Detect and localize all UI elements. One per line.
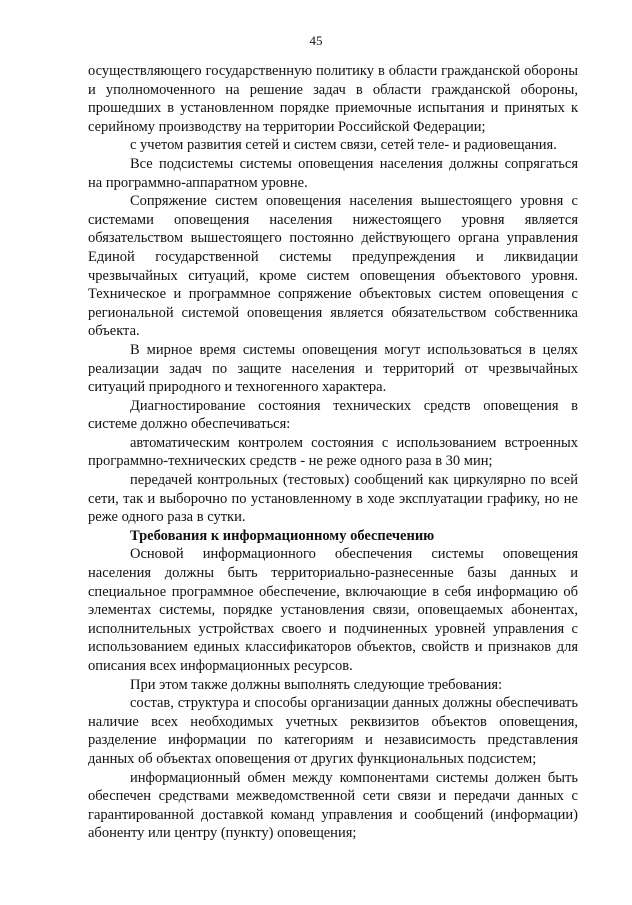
section-heading: Требования к информационному обеспечению bbox=[130, 527, 435, 544]
paragraph-requirements-intro: При этом также должны выполнять следующие требования: bbox=[130, 676, 503, 693]
paragraph-continuation: осуществляющего государственную политику в области гражданской обороны и уполномоченного на решение задач в области гражданской обороны, прошедших в установленном порядке приемочные испытания и принятых к серийному производству на территории Российской Федерации; bbox=[88, 63, 578, 135]
paragraph-automatic-control: автоматическим контролем состояния с использованием встроенных программно-технических средств - не реже одного раза в 30 мин; bbox=[88, 434, 578, 470]
paragraph-peacetime-use: В мирное время системы оповещения могут использоваться в целях реализации задач по защите населения и территорий от чрезвычайных ситуаций природного и техногенного характера. bbox=[88, 341, 578, 396]
paragraph-information-basis: Основой информационного обеспечения системы оповещения населения должны быть территориально-разнесенные базы данных и специальное программное обеспечение, включающие в себя информацию об элементах системы, порядке установления связи, оповещаемых абонентах, исполнительных устройствах своего и подчиненных уровней управления с использованием единых классификаторов объектов, свойств и признаков для описания всех информационных ресурсов. bbox=[88, 546, 578, 674]
page-number: 45 bbox=[309, 33, 323, 48]
paragraph-diagnostics: Диагностирование состояния технических средств оповещения в системе должно обеспечиваться: bbox=[88, 397, 578, 433]
paragraph-data-structure: состав, структура и способы организации данных должны обеспечивать наличие всех необходимых учетных реквизитов объектов оповещения, разделение информации по категориям и независимость представления данных об объектах оповещения от других функциональных подсистем; bbox=[88, 695, 578, 767]
paragraph-information-exchange: информационный обмен между компонентами системы должен быть обеспечен средствами межведомственной сети связи и передачи данных с гарантированной доставкой команд управления и сообщений (информации) абоненту или центру (пункту) оповещения; bbox=[88, 769, 578, 842]
paragraph-broadcast-networks: с учетом развития сетей и систем связи, сетей теле- и радиовещания. bbox=[130, 137, 557, 154]
paragraph-test-messages: передачей контрольных (тестовых) сообщений как циркулярно по всей сети, так и выборочно по установленному в ходе эксплуатации графику, но не реже одного раза в сутки. bbox=[88, 472, 578, 526]
paragraph-systems-coupling: Сопряжение систем оповещения населения вышестоящего уровня с системами оповещения населения нижестоящего уровня является обязательством вышестоящего постоянно действующего органа управления Единой государственной системы предупреждения и ликвидации чрезвычайных ситуаций, кроме систем оповещения объектового уровня. Техническое и программное сопряжение объектовых систем оповещения с региональной системой оповещения является обязательством собственника объекта. bbox=[88, 193, 578, 340]
document-body bbox=[88, 62, 578, 843]
paragraph-subsystems-interface: Все подсистемы системы оповещения населения должны сопрягаться на программно-аппаратном уровне. bbox=[88, 155, 578, 191]
